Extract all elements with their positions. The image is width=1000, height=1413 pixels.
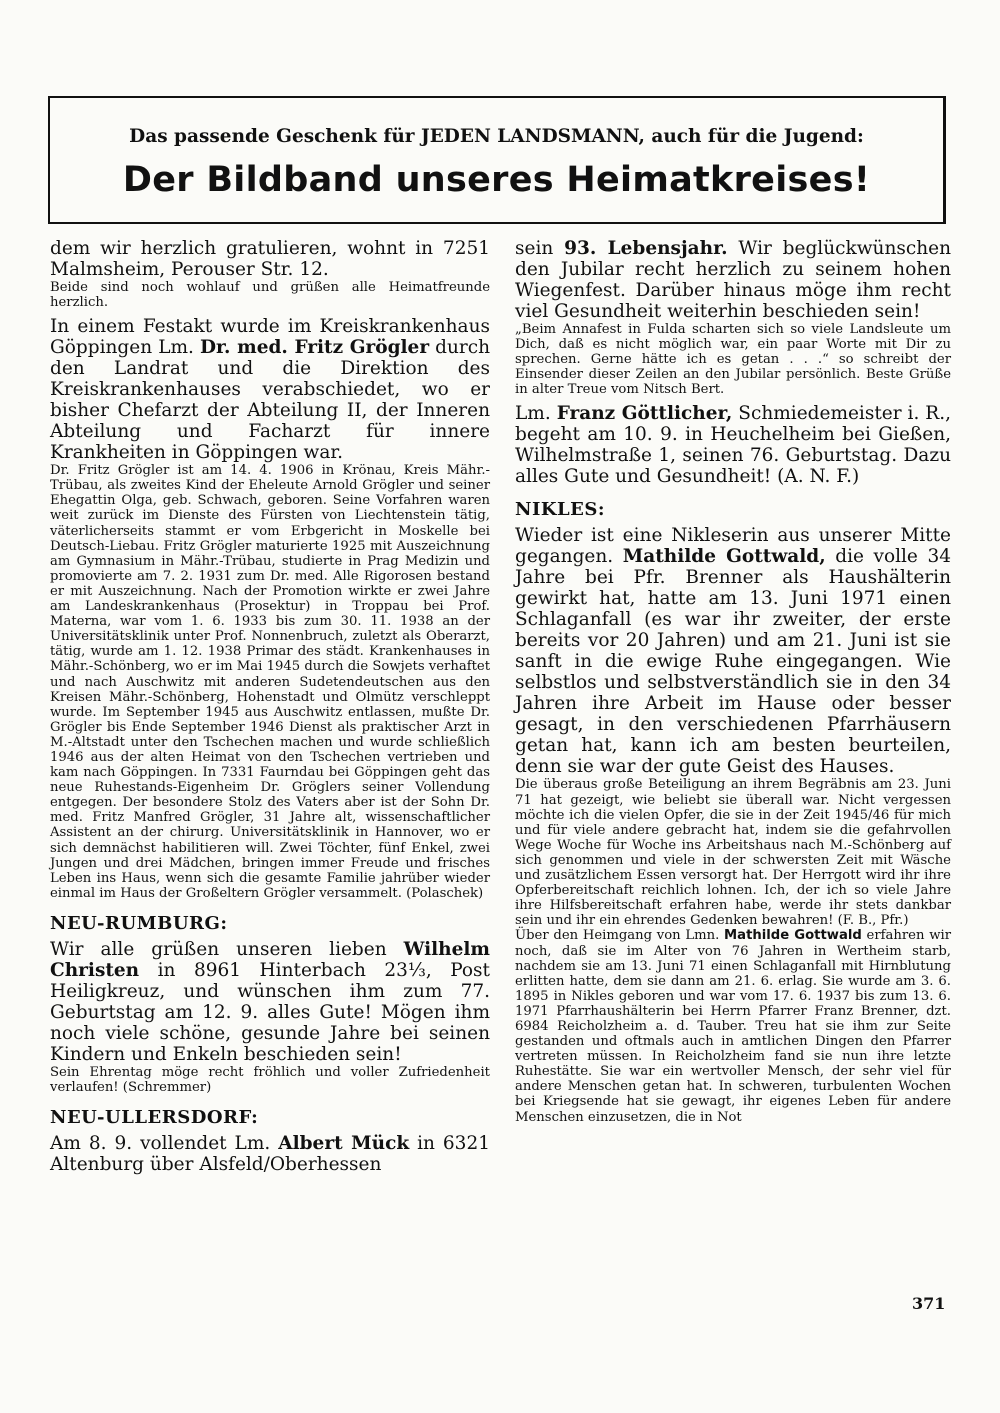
ad-tagline: Das passende Geschenk für JEDEN LANDSMANN, auch für die Jugend: (129, 126, 864, 147)
right-column (515, 238, 951, 1125)
paragraph: In einem Festakt wurde im Kreiskrankenhaus Göppingen Lm. Dr. med. Fritz Grögler durch den Landrat und die Direktion des Kreiskrankenhauses verabschiedet, wo er bisher Chefarzt der Abteilung II, der Inneren Abteilung und Facharzt für innere Krankheiten in Göppingen war. (50, 316, 491, 464)
paragraph: Sein Ehrentag möge recht fröhlich und voller Zufriedenheit verlaufen! (Schremmer) (50, 1064, 490, 1095)
emphasis: 93. Lebensjahr. (564, 238, 728, 259)
paragraph: Wieder ist eine Nikleserin aus unserer Mitte gegangen. Mathilde Gottwald, die volle 34 Jahre bei Pfr. Brenner als Haushälterin gewirkt hat, hatte am 13. Juni 1971 einen Schlaganfall (es war ihr zweiter, der erste bereits vor 20 Jahren) und am 21. Juni ist sie sanft in die ewige Ruhe eingegangen. Wie selbstlos und selbstverständlich sie in den 34 Jahren ihre Arbeit im Hause oder besser gesagt, in den verschiedenen Pfarrhäusern getan hat, kann ich am besten beurteilen, denn sie war der gute Geist des Hauses. (515, 525, 951, 778)
paragraph: Die überaus große Beteiligung an ihrem Begräbnis am 23. Juni 71 hat gezeigt, wie beliebt sie überall war. Nicht vergessen möchte ich die vielen Opfer, die sie in der Zeit 1945/46 für mich und für viele andere gebracht hat, indem sie die gefahrvollen Wege Woche für Woche ins Arbeitshaus nach M.-Schönberg auf sich genommen und viele in der schwersten Zeit mit Wäsche und zusätzlichem Essen versorgt hat. Der Herrgott wird ihr ihre Opferbereitschaft reichlich lohnen. Ich, der ich so viele Jahre ihre Hilfsbereitschaft erfahren habe, werde ihr stets dankbar sein und ihr ein ehrendes Gedenken bewahren! (F. B., Pfr.) (515, 777, 951, 929)
person-name: Albert Mück (278, 1133, 410, 1155)
section-heading: NEU-ULLERSDORF: (50, 1107, 259, 1129)
paragraph: „Beim Annafest in Fulda scharten sich so viele Landsleute um Dich, daß es nicht möglich war, ein paar Worte mit Dir zu sprechen. Gerne hätte ich es getan . . .“ so schreibt der Einsender dieser Zeilen an den Jubilar persönlich. Beste Grüße in alter Treue vom Nitsch Bert. (515, 322, 951, 398)
left-column (50, 238, 490, 1175)
paragraph: Am 8. 9. vollendet Lm. Albert Mück in 6321 Altenburg über Alsfeld/Oberhessen (50, 1133, 490, 1176)
advertisement-box (48, 96, 946, 224)
paragraph: Beide sind noch wohlauf und grüßen alle Heimatfreunde herzlich. (50, 280, 490, 311)
person-name: Dr. med. Fritz Grögler (199, 337, 430, 359)
paragraph: sein 93. Lebensjahr. Wir beglückwünschen den Jubilar recht herzlich zu seinem hohen Wiegenfest. Darüber hinaus möge ihm recht viel Gesundheit weiterhin beschieden sein! (515, 238, 951, 322)
section-heading: NEU-RUMBURG: (50, 912, 228, 934)
person-name: Franz Göttlicher, (556, 403, 733, 425)
person-name: Wilhelm Christen (50, 938, 490, 981)
page-number: 371 (912, 1294, 946, 1313)
section-heading: NIKLES: (515, 499, 606, 521)
ad-headline: Der Bildband unseres Heimatkreises! (122, 160, 871, 200)
paragraph: Wir alle grüßen unseren lieben Wilhelm Christen in 8961 Hinterbach 23⅓, Post Heiligkreuz, und wünschen ihm zum 77. Geburtstag am 12. 9. alles Gute! Mögen ihm noch viele schöne, gesunde Jahre bei seinen Kindern und Enkeln beschieden sein! (50, 938, 490, 1065)
paragraph: Dr. Fritz Grögler ist am 14. 4. 1906 in Krönau, Kreis Mähr.-Trübau, als zweites Kind der Eheleute Arnold Grögler und seiner Ehegattin Olga, geb. Schwach, geboren. Seine Vorfahren waren weit zurück im Dienste des Fürsten von Liechtenstein tätig, väterlicherseits stammt er vom Erbgericht in Moskelle bei Deutsch-Liebau. Fritz Grögler maturierte 1925 mit Auszeichnung am Gymnasium in Mähr.-Trübau, studierte in Prag Medizin und promovierte am 7. 2. 1931 zum Dr. med. Alle Rigorosen bestand er mit Auszeichnung. Nach der Promotion wirkte er zwei Jahre am Landeskrankenhaus (Prosektur) in Troppau bei Prof. Materna, war vom 1. 6. 1933 bis zum 30. 11. 1938 an der Universitätsklinik unter Prof. Nonnenbruch, zuletzt als Oberarzt, tätig, wurde am 1. 12. 1938 Primar des städt. Krankenhauses in Mähr.-Schönberg, wo er im Mai 1945 durch die Sowjets verhaftet und nach Auschwitz mit anderen Sudetendeutschen aus den Kreisen Mähr.-Schönberg, Hohenstadt und Olmütz verschleppt wurde. Im September 1945 aus Auschwitz entlassen, mußte Dr. Grögler bis Ende September 1946 Dienst als praktischer Arzt in M.-Altstadt unter den Tschechen machen und wurde schließlich 1946 aus der alten Heimat von den Tschechen vertrieben und kam nach Göppingen. In 7331 Faurndau bei Göppingen geht das neue Ruhestands-Eigenheim Dr. Gröglers seiner Vollendung entgegen. Der besondere Stolz des Vaters aber ist der Sohn Dr. med. Fritz Manfred Grögler, 31 Jahre alt, wissenschaftlicher Assistent an der chirurg. Universitätsklinik in Hannover, wo er sich demnächst habilitieren will. Zwei Töchter, fünf Enkel, zwei Jungen und drei Mädchen, bringen immer Freude und frisches Leben ins Haus, wenn sich die gesamte Familie jahrüber wieder einmal im Haus der Großeltern Grögler versammelt. (Polaschek) (50, 463, 490, 901)
paragraph: Lm. Franz Göttlicher, Schmiedemeister i. R., begeht am 10. 9. in Heuchelheim bei Gießen, Wilhelmstraße 1, seinen 76. Geburtstag. Dazu alles Gute und Gesundheit! (A. N. F.) (515, 403, 951, 488)
paragraph: Über den Heimgang von Lmn. Mathilde Gottwald erfahren wir noch, daß sie im Alter von 76 Jahren in Wertheim starb, nachdem sie am 13. Juni 71 einen Schlaganfall mit Hirnblutung erlitten hatte, dem sie dann am 21. 6. erlag. Sie wurde am 3. 6. 1895 in Nikles geboren und war vom 17. 6. 1937 bis zum 13. 6. 1971 Pfarrhaushälterin bei Herrn Pfarrer Franz Brenner, dzt. 6984 Reicholzheim a. d. Tauber. Treu hat sie ihm zur Seite gestanden und oftmals auch in amtlichen Dingen den Pfarrer vertreten müssen. In Reicholzheim fand sie nun ihre letzte Ruhestätte. Sie war ein wertvoller Mensch, der sehr viel für andere Menschen getan hat. In schweren, turbulenten Wochen bei Kriegsende hat sie gewagt, ihr eigenes Leben für andere Menschen einzusetzen, die in Not (515, 928, 951, 1125)
person-name: Mathilde Gottwald, (622, 546, 826, 568)
paragraph: dem wir herzlich gratulieren, wohnt in 7251 Malmsheim, Perouser Str. 12. (50, 238, 490, 280)
person-name: Mathilde Gottwald (724, 928, 862, 944)
